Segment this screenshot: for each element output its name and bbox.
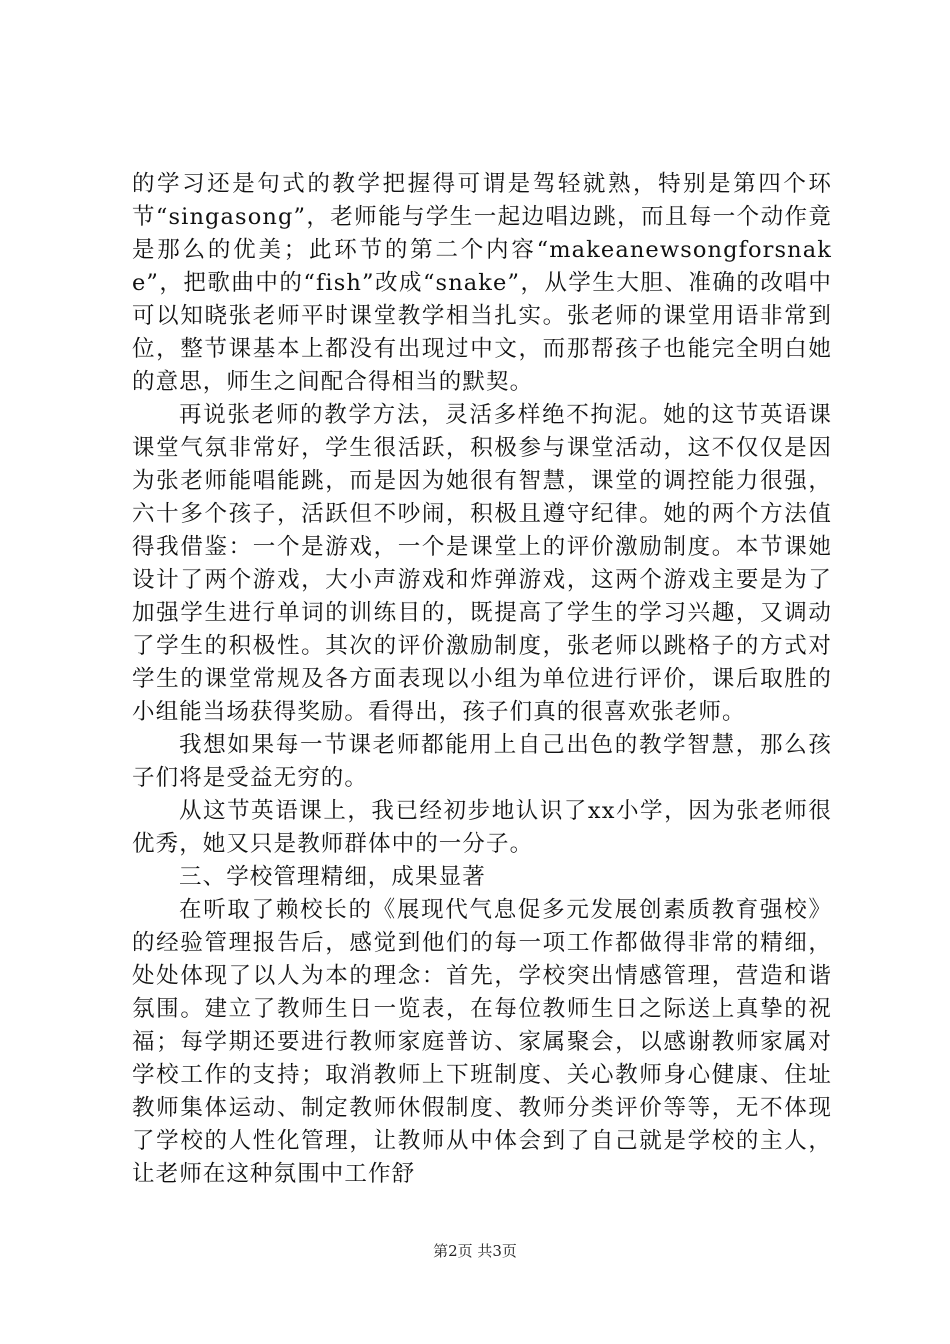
page-number: 第2页 共3页	[433, 1242, 517, 1260]
section-heading: 三、学校管理精细，成果显著	[179, 864, 486, 890]
paragraph-2: 再说张老师的教学方法，灵活多样绝不拘泥。她的这节英语课课堂气氛非常好，学生很活跃，积极参与课堂活动，这不仅仅是因为张老师能唱能跳，而是因为她很有智慧，课堂的调控能力很强，六十多个孩子，活跃但不吵闹，积极且遵守纪律。她的两个方法值得我借鉴：一个是游戏，一个是课堂上的评价激励制度。本节课她设计了两个游戏，大小声游戏和炸弹游戏，这两个游戏主要是为了加强学生进行单词的训练目的，既提高了学生的学习兴趣，又调动了学生的积极性。其次的评价激励制度，张老师以跳格子的方式对学生的课堂常规及各方面表现以小组为单位进行评价，课后取胜的小组能当场获得奖励。看得出，孩子们真的很喜欢张老师。	[132, 402, 832, 725]
paragraph-6: 在听取了赖校长的《展现代气息促多元发展创素质教育强校》的经验管理报告后，感觉到他们的每一项工作都做得非常的精细，处处体现了以人为本的理念：首先，学校突出情感管理，营造和谐氛围。建立了教师生日一览表，在每位教师生日之际送上真挚的祝福；每学期还要进行教师家庭普访、家属聚会，以感谢教师家属对学校工作的支持；取消教师上下班制度、关心教师身心健康、住址教师集体运动、制定教师休假制度、教师分类评价等等，无不体现了学校的人性化管理，让教师从中体会到了自己就是学校的主人，让老师在这种氛围中工作舒	[132, 897, 832, 1187]
paragraph-1: 的学习还是句式的教学把握得可谓是驾轻就熟，特别是第四个环节“singasong”，老师能与学生一起边唱边跳，而且每一个动作竟是那么的优美；此环节的第二个内容“makeanewsongforsnake”，把歌曲中的“fish”改成“snake”，从学生大胆、准确的改唱中可以知晓张老师平时课堂教学相当扎实。张老师的课堂用语非常到位，整节课基本上都没有出现过中文，而那帮孩子也能完全明白她的意思，师生之间配合得相当的默契。	[132, 171, 832, 395]
paragraph-3: 我想如果每一节课老师都能用上自己出色的教学智慧，那么孩子们将是受益无穷的。	[132, 732, 832, 791]
page-footer	[0, 1240, 950, 1262]
paragraph-4: 从这节英语课上，我已经初步地认识了xx小学，因为张老师很优秀，她又只是教师群体中的一分子。	[132, 798, 832, 857]
body-text	[132, 168, 832, 1191]
